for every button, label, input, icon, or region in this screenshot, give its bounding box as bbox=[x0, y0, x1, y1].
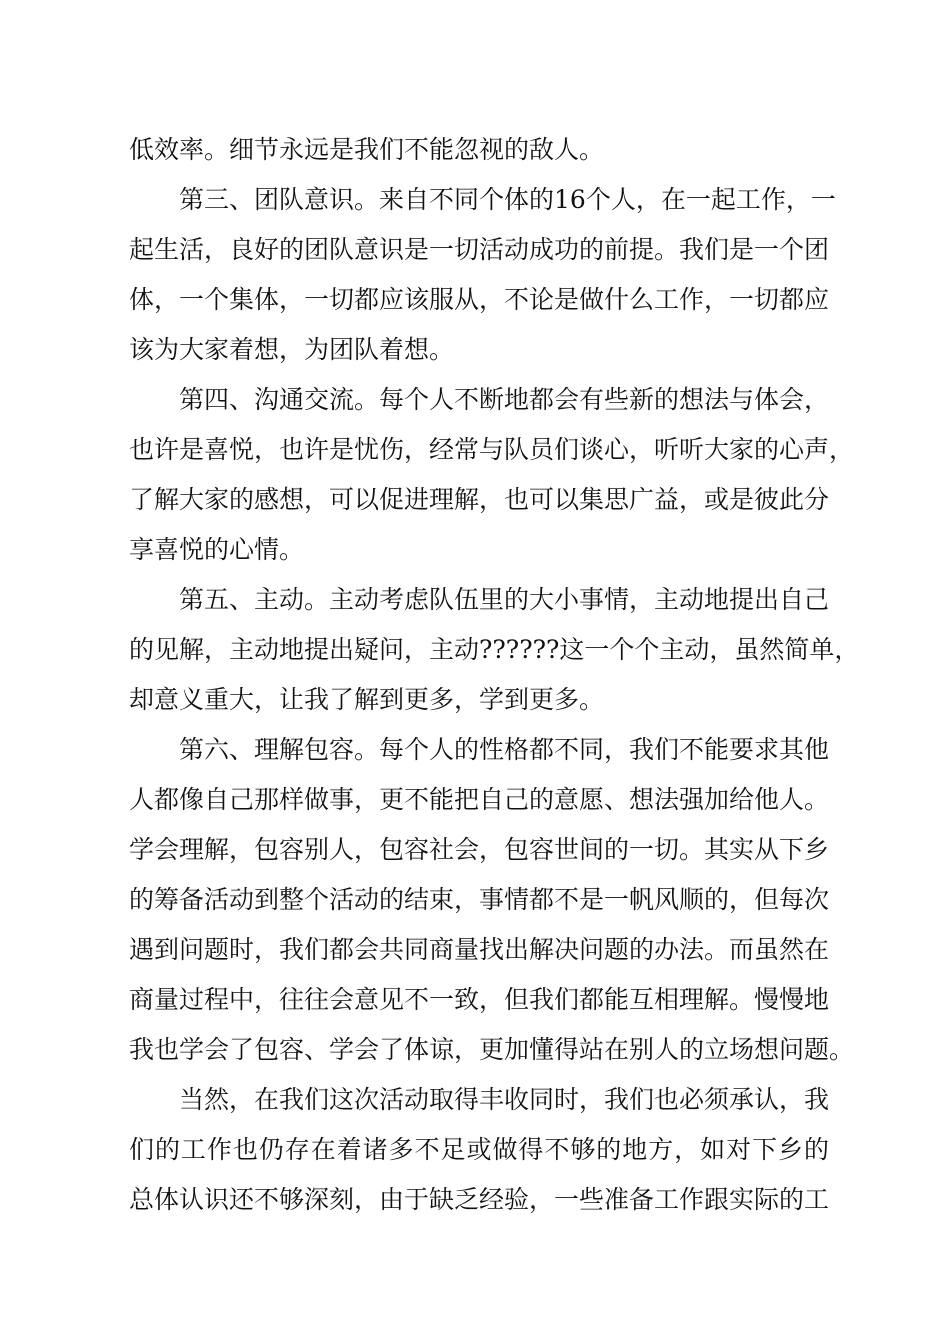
text-line: 该为大家着想，为团队着想。 bbox=[129, 335, 455, 364]
text-line: 我也学会了包容、学会了体谅，更加懂得站在别人的立场想问题。 bbox=[129, 1035, 855, 1064]
text-line: 起生活，良好的团队意识是一切活动成功的前提。我们是一个团 bbox=[129, 235, 830, 264]
text-line: 享喜悦的心情。 bbox=[129, 535, 305, 564]
text-line: 人都像自己那样做事，更不能把自己的意愿、想法强加给他人。 bbox=[129, 785, 830, 814]
text-line: 们的工作也仍存在着诸多不足或做得不够的地方，如对下乡的 bbox=[129, 1135, 829, 1164]
text-line: 的筹备活动到整个活动的结束，事情都不是一帆风顺的，但每次 bbox=[129, 885, 830, 914]
text-line: 体，一个集体，一切都应该服从，不论是做什么工作，一切都应 bbox=[129, 285, 830, 314]
text-line: 遇到问题时，我们都会共同商量找出解决问题的办法。而虽然在 bbox=[129, 935, 830, 964]
paragraph-line: 第六、理解包容。每个人的性格都不同，我们不能要求其他 bbox=[179, 735, 830, 764]
text-line: 却意义重大，让我了解到更多，学到更多。 bbox=[129, 685, 605, 714]
paragraph-line: 第五、主动。主动考虑队伍里的大小事情，主动地提出自己 bbox=[179, 585, 830, 614]
text-line: 商量过程中，往往会意见不一致，但我们都能互相理解。慢慢地 bbox=[129, 985, 830, 1014]
paragraph-line: 第三、团队意识。来自不同个体的16个人，在一起工作，一 bbox=[179, 185, 836, 214]
paragraph-line: 当然，在我们这次活动取得丰收同时，我们也必须承认，我 bbox=[179, 1085, 830, 1114]
text-line: 总体认识还不够深刻，由于缺乏经验，一些准备工作跟实际的工 bbox=[129, 1185, 830, 1214]
text-line: 学会理解，包容别人，包容社会，包容世间的一切。其实从下乡 bbox=[129, 835, 830, 864]
text-line: 也许是喜悦，也许是忧伤，经常与队员们谈心，听听大家的心声， bbox=[129, 435, 855, 464]
text-line: 的见解，主动地提出疑问，主动??????这一个个主动，虽然简单， bbox=[129, 635, 860, 664]
text-line: 低效率。细节永远是我们不能忽视的敌人。 bbox=[129, 135, 605, 164]
text-line: 了解大家的感想，可以促进理解，也可以集思广益，或是彼此分 bbox=[129, 485, 830, 514]
paragraph-line: 第四、沟通交流。每个人不断地都会有些新的想法与体会， bbox=[179, 385, 830, 414]
